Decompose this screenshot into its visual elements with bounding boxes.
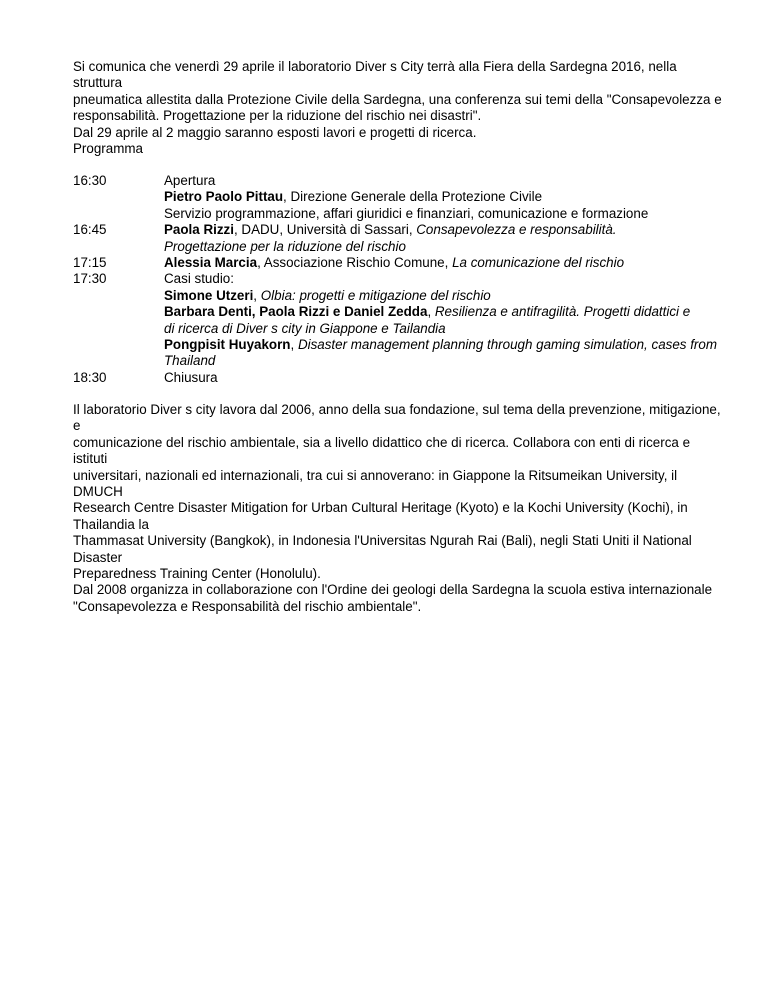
speaker-name: Simone Utzeri [164,287,254,303]
schedule-line [164,321,723,337]
programma-title: Programma [73,141,143,156]
schedule-time: 16:30 [73,173,107,188]
line-text: , [290,337,298,353]
speaker-name: Pietro Paolo Pittau [164,189,284,205]
intro-paragraph [73,59,723,141]
outro-paragraph [73,402,723,615]
talk-title: di ricerca di Diver s city in Giappone e Tailandia [164,320,446,336]
talk-title: La comunicazione del rischio [452,255,625,271]
intro-line: responsabilità. Progettazione per la riduzione del rischio nei disastri". [73,108,482,124]
line-text: , [253,287,261,303]
talk-title: Consapevolezza e responsabilità. [416,222,617,238]
schedule-line [164,189,723,205]
schedule-row [73,255,723,271]
line-text: , [427,304,435,320]
intro-line: Dal 29 aprile al 2 maggio saranno esposti lavori e progetti di ricerca. [73,124,477,140]
talk-title: Progettazione per la riduzione del rischio [164,238,406,254]
speaker-name: Alessia Marcia [164,255,258,271]
outro-line: Research Centre Disaster Mitigation for Urban Cultural Heritage (Kyoto) e la Kochi University (Kochi), in Thailandia la [73,500,688,532]
line-text: Casi studio: [164,271,234,287]
schedule-line [164,353,723,369]
line-text: , Associazione Rischio Comune, [257,255,453,271]
talk-title: Resilienza e antifragilità. Progetti didattici e [434,304,691,320]
schedule-row [73,173,723,222]
schedule-line [164,255,723,271]
outro-line: Dal 2008 organizza in collaborazione con l'Ordine dei geologi della Sardegna la scuola estiva internazionale [73,582,713,598]
outro-line: Il laboratorio Diver s city lavora dal 2006, anno della sua fondazione, sul tema della prevenzione, mitigazione, e [73,402,721,434]
schedule-row [73,222,723,255]
schedule-line [164,239,723,255]
line-text: , DADU, Università di Sassari, [233,222,417,238]
schedule-line [164,173,723,189]
speaker-name: Barbara Denti, Paola Rizzi e Daniel Zedda [164,304,428,320]
line-text: , Direzione Generale della Protezione Civile [283,189,543,205]
schedule-items [164,271,723,369]
schedule-row [73,271,723,369]
schedule-line [164,370,723,386]
outro-line: Preparedness Training Center (Honolulu). [73,566,321,582]
line-text: Servizio programmazione, affari giuridici e finanziari, comunicazione e formazione [164,205,649,221]
schedule-line [164,206,723,222]
schedule-line [164,271,723,287]
intro-line: pneumatica allestita dalla Protezione Civile della Sardegna, una conferenza sui temi della "Consapevolezza e [73,91,722,107]
schedule-line [164,288,723,304]
line-text: Apertura [164,173,216,188]
schedule-row [73,370,723,386]
programma-heading [73,141,723,157]
outro-line: Thammasat University (Bangkok), in Indonesia l'Universitas Ngurah Rai (Bali), negli Stati Uniti il National Disaster [73,533,692,565]
schedule-time: 18:30 [73,369,107,385]
line-text: Chiusura [164,369,218,385]
talk-title: Disaster management planning through gaming simulation, cases from [297,337,717,353]
schedule-line [164,337,723,353]
talk-title: Olbia: progetti e mitigazione del rischio [260,287,491,303]
schedule-line [164,222,723,238]
intro-line: Si comunica che venerdì 29 aprile il laboratorio Diver s City terrà alla Fiera della Sardegna 2016, nella struttura [73,59,677,91]
schedule-time: 16:45 [73,222,107,238]
talk-title: Thailand [164,353,216,369]
speaker-name: Paola Rizzi [164,222,234,238]
schedule-time: 17:15 [73,255,107,271]
speaker-name: Pongpisit Huyakorn [164,337,291,353]
schedule-items [164,255,723,271]
schedule-items [164,370,723,386]
schedule-items [164,173,723,222]
schedule-list [73,173,723,386]
schedule-items [164,222,723,255]
outro-line: "Consapevolezza e Responsabilità del rischio ambientale". [73,598,422,614]
schedule-time: 17:30 [73,271,107,287]
schedule-line [164,304,723,320]
outro-line: comunicazione del rischio ambientale, sia a livello didattico che di ricerca. Collabora con enti di ricerca e istituti [73,434,691,467]
outro-line: universitari, nazionali ed internazionali, tra cui si annoverano: in Giappone la Ritsumeikan University, il DMUCH [73,467,678,500]
